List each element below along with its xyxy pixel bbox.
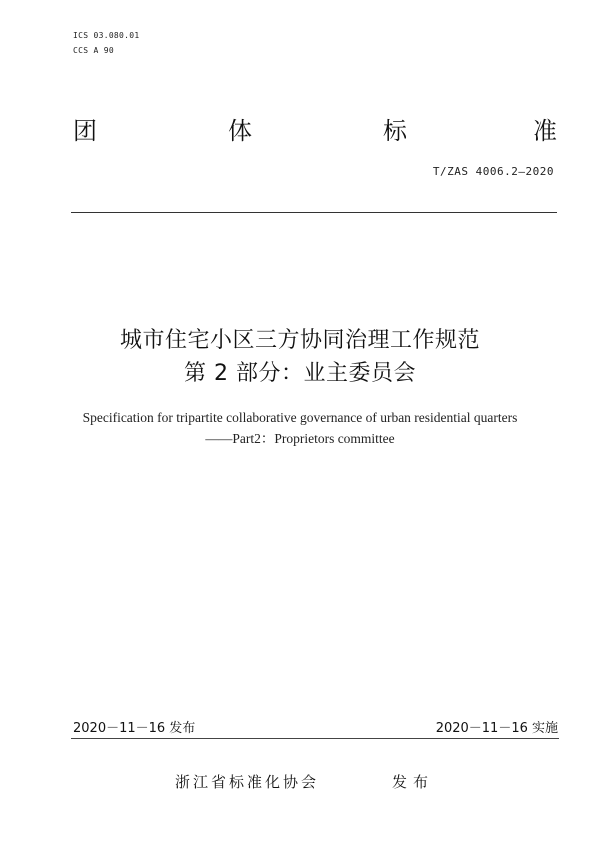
standard-type-char: 体 xyxy=(228,117,252,145)
issuing-organization: 浙江省标准化协会 xyxy=(175,773,320,791)
header-divider xyxy=(71,212,557,213)
footer-divider xyxy=(71,738,559,739)
issue-label: 发布 xyxy=(392,773,435,791)
standard-type-char: 团 xyxy=(73,117,97,145)
ics-code: ICS 03.080.01 xyxy=(73,31,140,40)
standard-number: T/ZAS 4006.2—2020 xyxy=(432,165,554,178)
implementation-date: 2020－11－16 实施 xyxy=(435,721,558,736)
ccs-code: CCS A 90 xyxy=(73,46,114,55)
publish-date: 2020－11－16 发布 xyxy=(73,721,196,736)
title-chinese-part: 第 2 部分：业主委员会 xyxy=(184,361,416,386)
standard-type-char: 标 xyxy=(383,117,407,145)
title-chinese-main: 城市住宅小区三方协同治理工作规范 xyxy=(119,328,480,353)
standard-type-char: 准 xyxy=(533,117,557,145)
title-english-main: Specification for tripartite collaborative governance of urban residential quarters xyxy=(82,410,518,425)
title-english-part: ——Part2：Proprietors committee xyxy=(205,431,395,446)
